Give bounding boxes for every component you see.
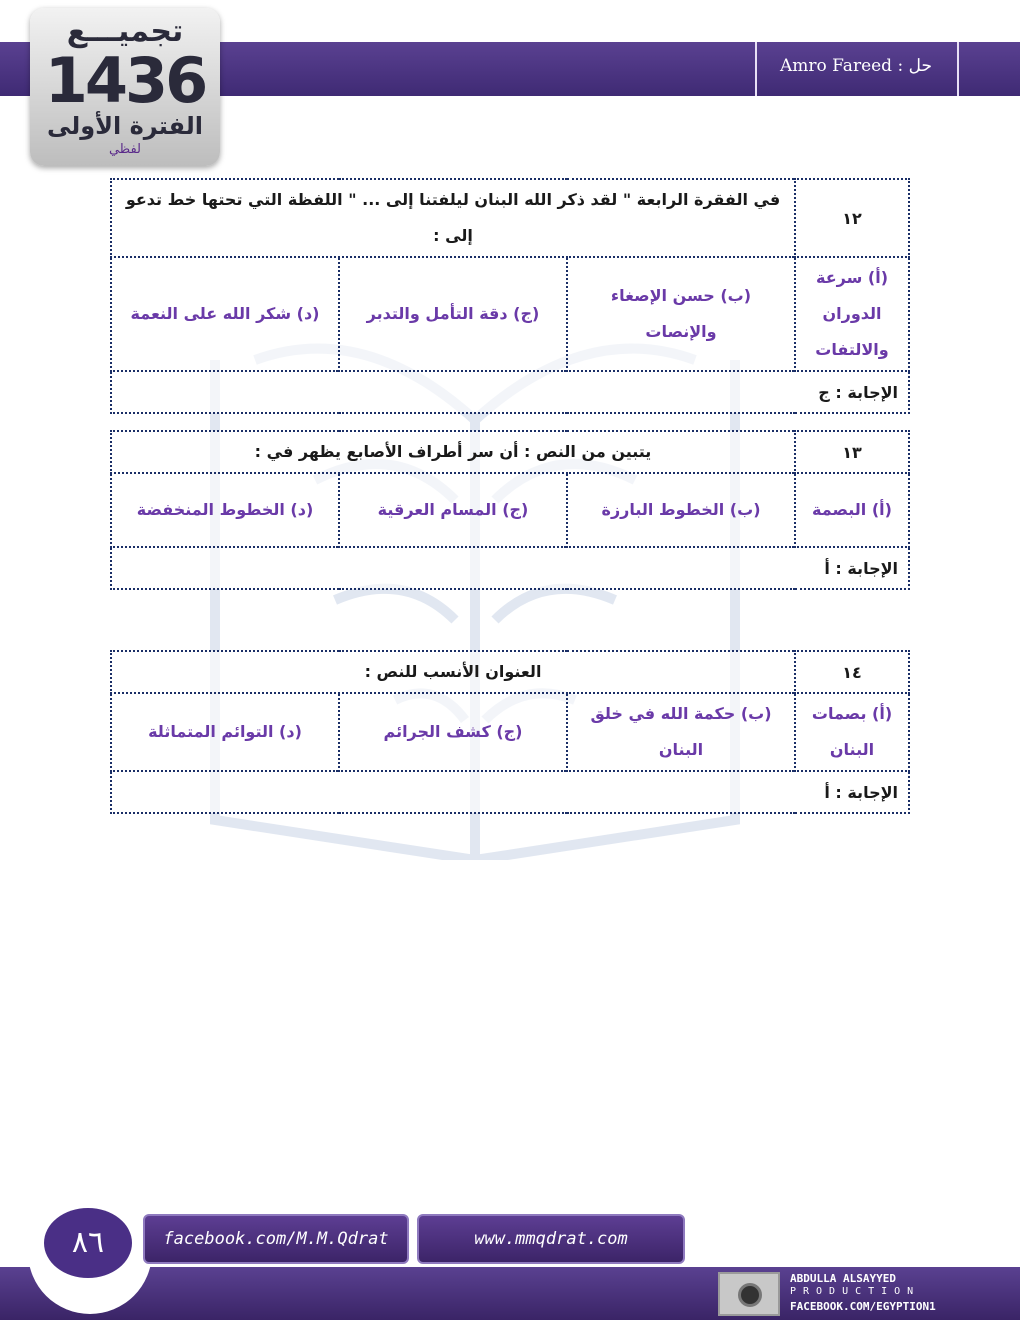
logo-period: الفترة الأولى bbox=[46, 112, 204, 140]
option-b: (ب) الخطوط البارزة bbox=[567, 473, 795, 547]
answer: الإجابة : ج bbox=[111, 371, 909, 413]
question-table bbox=[110, 178, 910, 414]
question-number: ١٤ bbox=[795, 651, 909, 693]
option-a: (أ) بصمات البنان bbox=[795, 693, 909, 771]
production-credit bbox=[718, 1272, 1018, 1318]
answer: الإجابة : أ bbox=[111, 771, 909, 813]
facebook-link[interactable]: facebook.com/M.M.Qdrat bbox=[143, 1214, 409, 1264]
option-c: (ج) كشف الجرائم bbox=[339, 693, 567, 771]
question-table bbox=[110, 650, 910, 814]
header-divider bbox=[755, 42, 757, 96]
question-table bbox=[110, 430, 910, 590]
credit-production: PRODUCTION bbox=[790, 1286, 921, 1297]
option-d: (د) الخطوط المنخفضة bbox=[111, 473, 339, 547]
option-d: (د) شكر الله على النعمة bbox=[111, 257, 339, 371]
camera-icon bbox=[718, 1272, 780, 1316]
logo-year: 1436 bbox=[44, 44, 206, 117]
logo-title: تجميـــع bbox=[66, 14, 184, 49]
answer: الإجابة : أ bbox=[111, 547, 909, 589]
header-divider bbox=[957, 42, 959, 96]
collection-logo bbox=[30, 8, 220, 166]
credit-name: ABDULLA ALSAYYED bbox=[790, 1272, 896, 1285]
question-number: ١٢ bbox=[795, 179, 909, 257]
credit-facebook: FACEBOOK.COM/EGYPTION1 bbox=[790, 1300, 936, 1313]
option-c: (ج) دقة التأمل والتدبر bbox=[339, 257, 567, 371]
option-a: (أ) سرعة الدوران والالتفات bbox=[795, 257, 909, 371]
option-d: (د) التوائم المتماثلة bbox=[111, 693, 339, 771]
page-number: ٨٦ bbox=[44, 1208, 132, 1278]
option-a: (أ) البصمة bbox=[795, 473, 909, 547]
logo-section: لفظي bbox=[108, 142, 142, 157]
option-c: (ج) المسام العرقية bbox=[339, 473, 567, 547]
option-b: (ب) حسن الإصغاء والإنصات bbox=[567, 257, 795, 371]
question-text: يتبين من النص : أن سر أطراف الأصابع يظهر في : bbox=[111, 431, 795, 473]
website-link[interactable]: www.mmqdrat.com bbox=[417, 1214, 685, 1264]
question-text: في الفقرة الرابعة " لقد ذكر الله البنان ليلفتنا إلى ... " اللفظة التي تحتها خط تدعو إلى : bbox=[111, 179, 795, 257]
option-b: (ب) حكمة الله في خلق البنان bbox=[567, 693, 795, 771]
question-text: العنوان الأنسب للنص : bbox=[111, 651, 795, 693]
solver-credit: حل : Amro Fareed bbox=[780, 56, 932, 76]
question-number: ١٣ bbox=[795, 431, 909, 473]
